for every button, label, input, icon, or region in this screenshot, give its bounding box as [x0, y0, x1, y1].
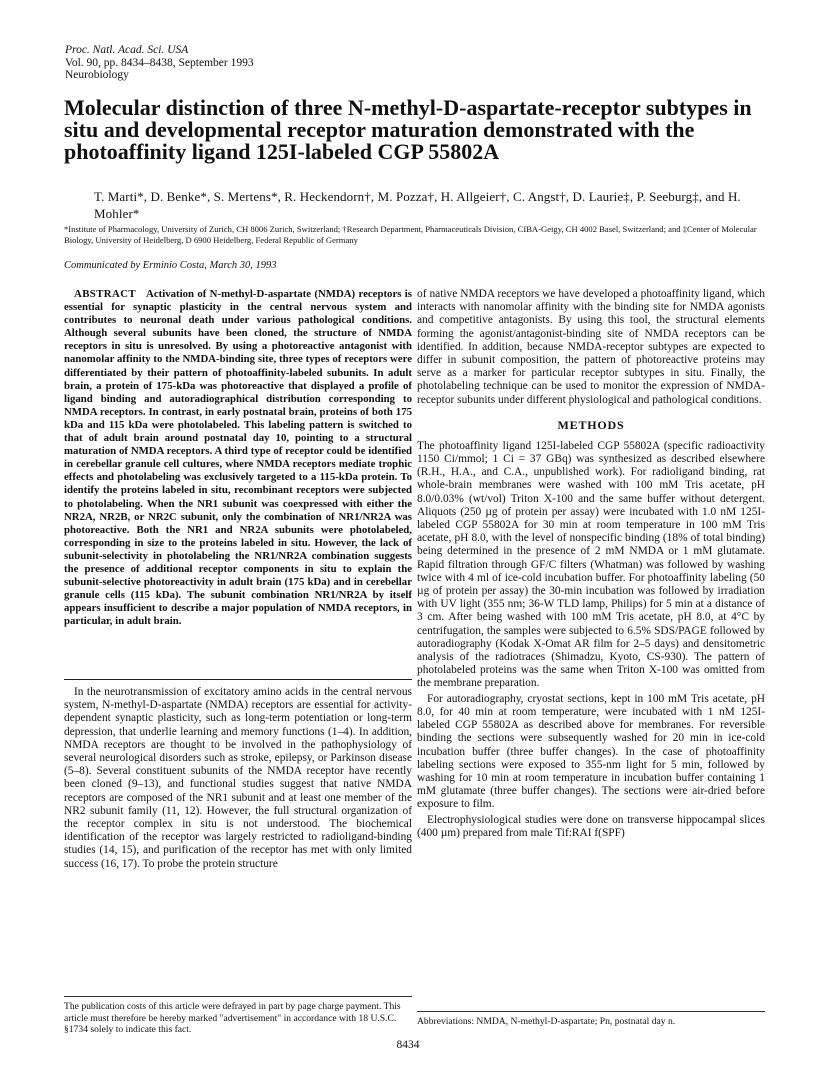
abstract-label: ABSTRACT: [74, 288, 136, 300]
abstract-rule: [64, 679, 412, 680]
intro-paragraph: In the neurotransmission of excitatory amino acids in the central nervous system, N-methyl-D-aspartate (NMDA) receptors are essential for activity-dependent synaptic plasticity, such as long-term potentiation or long-term depression, that underlie learning and memory functions (1–4). In addition, NMDA receptors are thought to be involved in the pathophysiology of several neurological disorders such as stroke, epilepsy, or Parkinson disease (5–8). Several constituent subunits of the NMDA receptor have recently been cloned (9–13), and functional studies suggest that native NMDA receptors are composed of the NR1 subunit and at least one member of the NR2 subunit family (11, 12). However, the full structural organization of the receptor complex in situ is not understood. The biochemical identification of the receptor was largely restricted to radioligand-binding studies (14, 15), and purification of the receptor has met with only limited success (16, 17). To probe the protein structure: [64, 686, 412, 870]
right-column: [417, 288, 765, 840]
publication-cost-footnote: [64, 996, 412, 1036]
page-number: 8434: [396, 1039, 420, 1051]
journal-header: [65, 44, 254, 82]
footnote-rule: [64, 996, 412, 997]
journal-volume: Vol. 90, pp. 8434–8438, September 1993: [65, 56, 254, 69]
abstract-text: Activation of N-methyl-D-aspartate (NMDA) receptors is essential for synaptic plasticity in the central nervous system and contributes to neuronal death under various pathological conditions. Although several subunits have been cloned, the structure of NMDA receptors in situ is unresolved. By using a photoreactive antagonist with nanomolar affinity to the NMDA-binding site, three types of receptors were differentiated by their pattern of photoaffinity-labeled subunits. In adult brain, a protein of 175-kDa was photoreactive that displayed a profile of ligand binding and autoradiographical distribution corresponding to NMDA receptors. In contrast, in early postnatal brain, proteins of both 175 kDa and 115 kDa were photolabeled. This labeling pattern is switched to that of adult brain around postnatal day 10, pointing to a structural maturation of NMDA receptors. A third type of receptor could be identified in cerebellar granule cell cultures, where NMDA receptors mediate trophic effects and photolabeling was exclusively targeted to a 115-kDa protein. To identify the proteins labeled in situ, recombinant receptors were subjected to photolabeling. When the NR1 subunit was coexpressed with either the NR2A, NR2B, or NR2C subunit, only the combination of NR1/NR2A was photoreactive. Both the NR1 and NR2A subunits were photolabeled, corresponding in size to the proteins labeled in situ. However, the lack of subunit-selectivity in photolabeling the NR1/NR2A combination suggests the presence of additional receptor components in situ to explain the subunit-selective photoreactivity in adult brain (175 kDa) and in cerebellar granule cells (115 kDa). The subunit combination NR1/NR2A by itself appears insufficient to describe a major population of NMDA receptors, in particular, in adult brain.: [64, 288, 412, 628]
article-title: Molecular distinction of three N-methyl-D-aspartate-receptor subtypes in situ and developmental receptor maturation demonstrated with the photoaffinity ligand 125I-labeled CGP 55802A: [64, 95, 752, 164]
journal-section: Neurobiology: [65, 69, 129, 81]
methods-heading: METHODS: [557, 417, 625, 432]
abbreviations-text: Abbreviations: NMDA, N-methyl-D-aspartate; Pn, postnatal day n.: [417, 1016, 676, 1027]
communicated-by: Communicated by Erminio Costa, March 30, 1993: [64, 260, 277, 271]
methods-paragraph-1: The photoaffinity ligand 125I-labeled CGP 55802A (specific radioactivity 1150 Ci/mmol; 1 Ci = 37 GBq) was synthesized as described elsewhere (R.H., H.A., and C.A., unpublished work). For radioligand binding, rat whole-brain membranes were washed with 100 mM Tris acetate, pH 8.0/0.03% (wt/vol) Triton X-100 and the same buffer without detergent. Aliquots (250 µg of protein per assay) were incubated with 1.0 nM 125I-labeled CGP 55802A for 30 min at room temperature in 100 mM Tris acetate, pH 8.0, with the level of nonspecific binding (18% of total binding) being determined in the presence of 2 mM NMDA or 1 mM glutamate. Rapid filtration through GF/C filters (Whatman) was followed by washing twice with 4 ml of ice-cold incubation buffer. For photoaffinity labeling (50 µg of protein per assay) the 30-min incubation was followed by irradiation with UV light (355 nm; 36-W TLD lamp, Philips) for 5 min at a distance of 3 cm. After being washed with 100 mM Tris acetate, pH 8.0, at 4°C by centrifugation, the samples were subjected to 6.5% SDS/PAGE followed by autoradiography (Kodak X-Omat AR film for 2–5 days) and densitometric analysis of the radiotraces (Shimadzu, Kyoto, CS-930). The pattern of photolabeled proteins was the same when Triton X-100 was omitted from the membrane preparation.: [417, 439, 765, 690]
abstract: [64, 288, 412, 628]
footnote-rule: [417, 1011, 765, 1012]
abbreviations-footnote: [417, 1011, 765, 1028]
footnote-text: The publication costs of this article were defrayed in part by page charge payment. This article must therefore be hereby marked "advertisement" in accordance with 18 U.S.C. §1734 solely to indicate this fact.: [64, 1001, 401, 1035]
affiliations: *Institute of Pharmacology, University of Zurich, CH 8006 Zurich, Switzerland; †Research Department, Pharmaceuticals Division, CIBA-Geigy, CH 4002 Basel, Switzerland; and ‡Center of Molecular Biology, University of Heidelberg, D 6900 Heidelberg, Federal Republic of Germany: [64, 224, 757, 245]
left-column: [64, 288, 412, 628]
methods-paragraph-3: Electrophysiological studies were done on transverse hippocampal slices (400 µm) prepared from male Tif:RAI f(SPF): [417, 813, 765, 839]
journal-name: Proc. Natl. Acad. Sci. USA: [65, 44, 189, 56]
intro-continued: of native NMDA receptors we have developed a photoaffinity ligand, which interacts with nanomolar affinity with the binding site for NMDA agonists and competitive antagonists. By using this tool, the structural elements forming the agonist/antagonist-binding site of NMDA receptors can be identified. In addition, because NMDA-receptor subtypes are expected to differ in subunit composition, the pattern of photoreactive proteins may serve as a marker for particular receptor subtypes in situ. Finally, the photolabeling technique can be used to monitor the expression of NMDA-receptor subunits under different physiological and pathological conditions.: [417, 288, 765, 406]
methods-paragraph-2: For autoradiography, cryostat sections, kept in 100 mM Tris acetate, pH 8.0, for 40 min at room temperature, were incubated with 1 nM 125I-labeled CGP 55802A as described above for membranes. For reversible binding the sections were subsequently washed for 20 min in ice-cold incubation buffer (three buffer changes). In the case of photoaffinity labeling sections were exposed to 355-nm light for 5 min, followed by washing for 10 min at room temperature in incubation buffer containing 1 mM glutamate (three buffer changes). The sections were air-dried before exposure to film.: [417, 692, 765, 811]
introduction: [64, 679, 412, 871]
author-list: T. Marti*, D. Benke*, S. Mertens*, R. Heckendorn†, M. Pozza†, H. Allgeier†, C. Angst†, D. Laurie‡, P. Seeburg‡, and H. Mohler*: [94, 189, 741, 221]
